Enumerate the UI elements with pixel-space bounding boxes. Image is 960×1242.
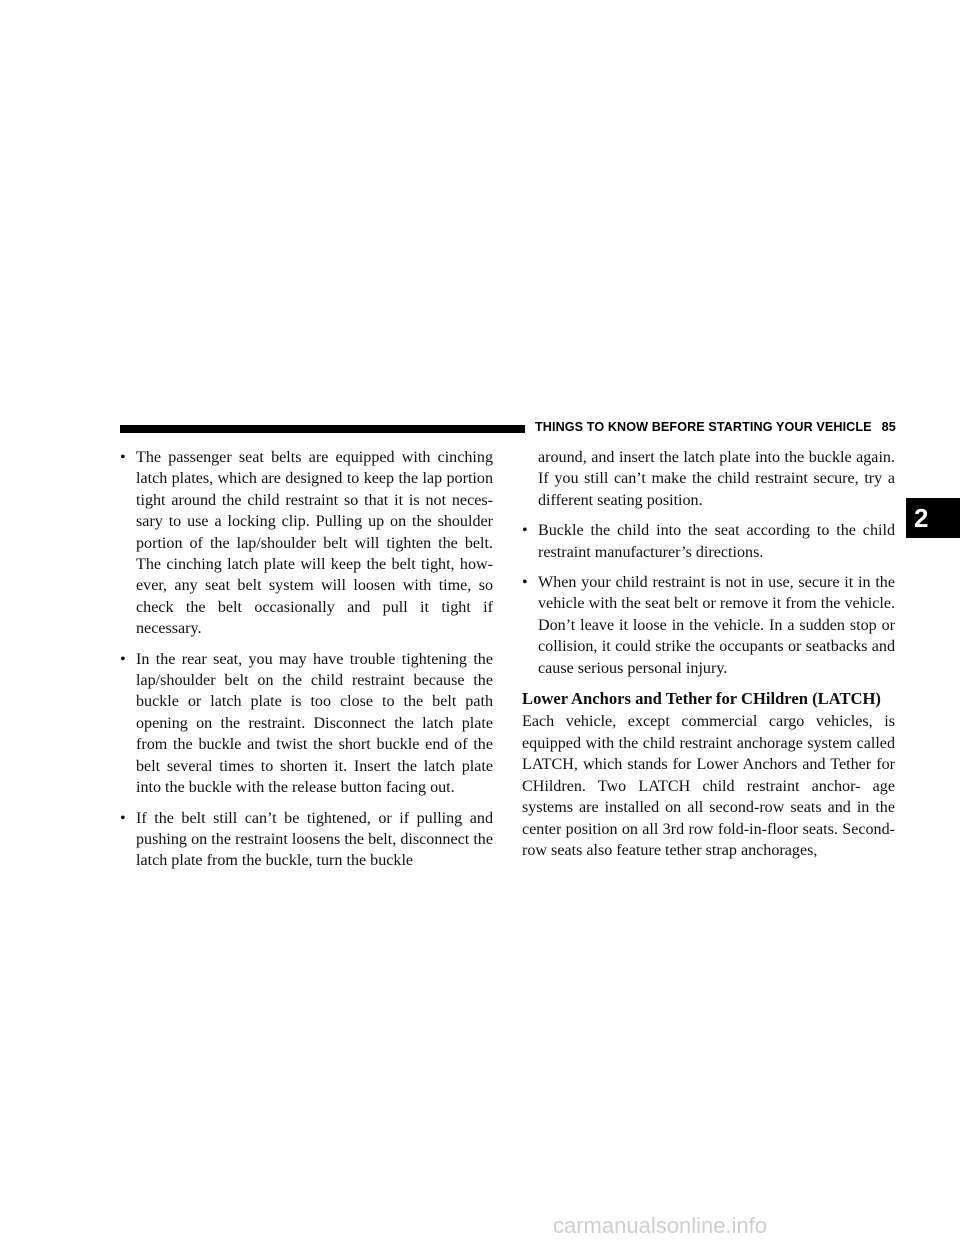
bullet-text: The passenger seat belts are equipped with cinching latch plates, which are designed to keep the lap portion tight around the child restraint so that it is not neces- sary to use a locking clip. Pulling up on the shoulder portion of the lap/shoulder belt will tighten the belt. The cinching latch plate will keep the belt tight, how- ever, any seat belt system will loosen with time, so check the belt occasionally and pull it tight if necessary.	[136, 449, 493, 638]
bullet-item	[120, 808, 493, 872]
bullet-icon: •	[120, 809, 126, 827]
bullet-item	[522, 520, 895, 563]
left-column	[120, 447, 493, 881]
header-rule	[120, 425, 525, 433]
running-header	[535, 420, 896, 434]
bullet-item	[120, 447, 493, 640]
bullet-item	[522, 572, 895, 679]
bullet-icon: •	[120, 650, 126, 668]
watermark-text: carmanualsonline.info	[553, 1213, 768, 1238]
bullet-icon: •	[522, 574, 528, 592]
page-number: 85	[881, 420, 896, 434]
bullet-text: Buckle the child into the seat according to the child restraint manufacturer’s directions.	[538, 522, 895, 561]
bullet-text: When your child restraint is not in use, secure it in the vehicle with the seat belt or remove it from the vehicle. Don’t leave it loose in the vehicle. In a sudden stop or collision, it could strike the occupants or seatbacks and cause serious personal injury.	[538, 574, 895, 677]
bullet-icon: •	[522, 522, 528, 540]
bullet-text: In the rear seat, you may have trouble tightening the lap/shoulder belt on the child restraint because the buckle or latch plate is too close to the belt path opening on the restraint. Disconnect the latch plate from the buckle and twist the short buckle end of the belt several times to shorten it. Insert the latch plate into the buckle with the release button facing out.	[136, 650, 493, 797]
bullet-item	[120, 649, 493, 799]
header-title: THINGS TO KNOW BEFORE STARTING YOUR VEHICLE	[535, 420, 872, 434]
section-heading: Lower Anchors and Tether for CHildren (LATCH)	[522, 689, 881, 709]
bullet-continuation: around, and insert the latch plate into the buckle again. If you still can’t make the child restraint secure, try a different seating position.	[538, 449, 895, 509]
bullet-text: If the belt still can’t be tightened, or if pulling and pushing on the restraint loosens the belt, disconnect the latch plate from the buckle, turn the buckle	[136, 809, 493, 870]
right-column	[522, 447, 895, 861]
section-tab: 2	[906, 498, 960, 538]
body-paragraph: Each vehicle, except commercial cargo vehicles, is equipped with the child restraint anchorage system called LATCH, which stands for Lower Anchors and Tether for CHildren. Two LATCH child restraint anchor- age systems are installed on all second-row seats and in the center position on all 3rd row fold-in-floor seats. Second-row seats also feature tether strap anchorages,	[522, 713, 895, 859]
bullet-icon: •	[120, 449, 126, 466]
